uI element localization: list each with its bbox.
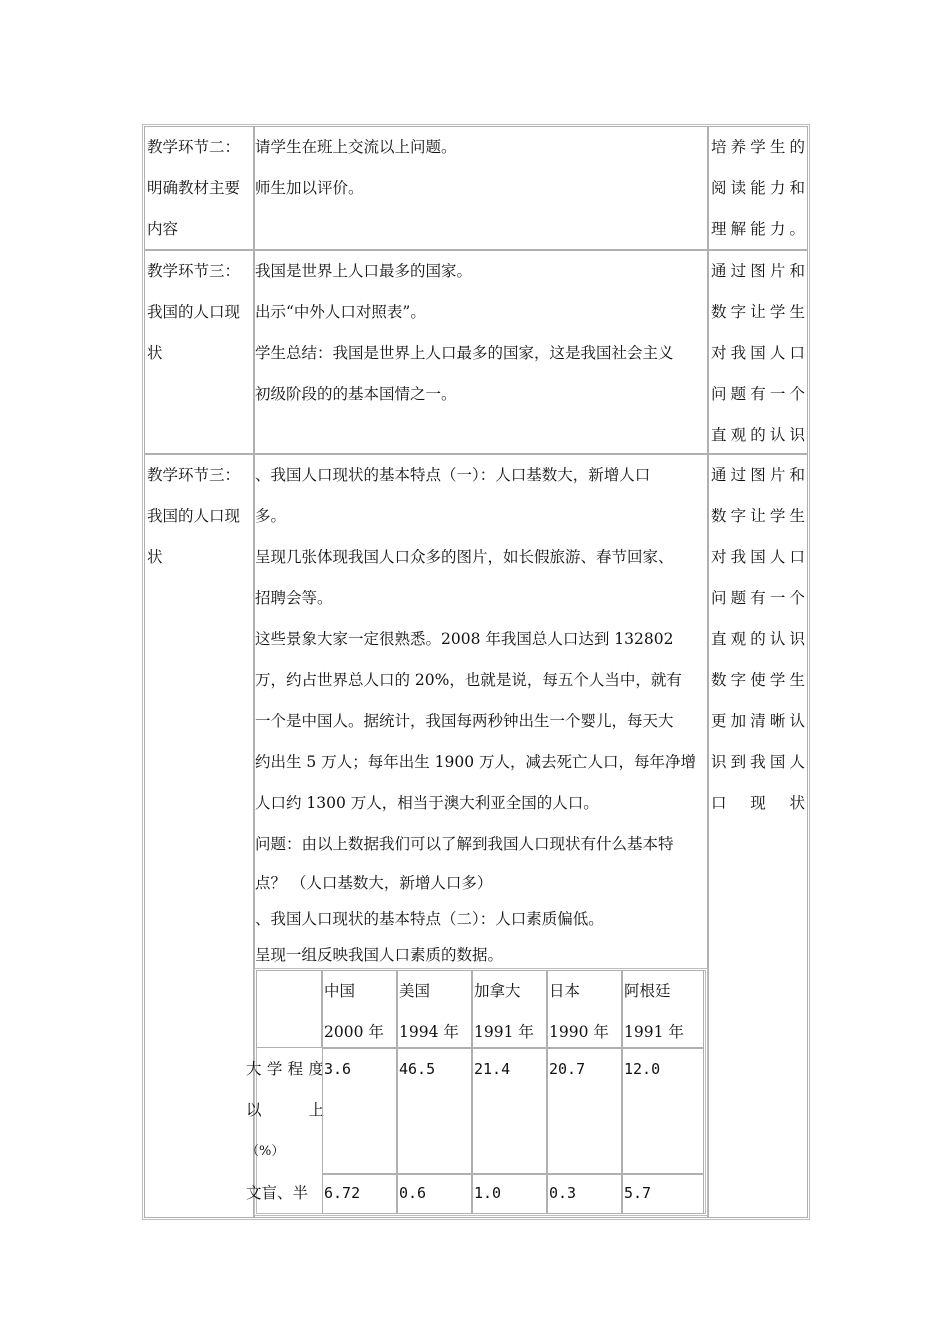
content-line: 点？ （人口基数大，新增人口多） bbox=[255, 874, 493, 892]
stage-line: 教学环节二： bbox=[147, 138, 241, 156]
stage-line: 我国的人口现 bbox=[147, 507, 241, 525]
content-line: 出示“中外人口对照表”。 bbox=[255, 303, 426, 321]
table-cell: 46.5 bbox=[397, 1048, 472, 1174]
stage-cell bbox=[144, 250, 254, 454]
content-line: 这些景象大家一定很熟悉。2008 年我国总人口达到 132802 bbox=[255, 630, 674, 648]
row-label-line: 以 上 bbox=[246, 1101, 324, 1119]
content-line: 我国是世界上人口最多的国家。 bbox=[255, 262, 473, 280]
content-line: 学生总结：我国是世界上人口最多的国家，这是我国社会主义 bbox=[255, 344, 674, 362]
stage-line: 内容 bbox=[147, 220, 179, 238]
content-line: 初级阶段的的基本国情之一。 bbox=[255, 385, 457, 403]
content-line: 师生加以评价。 bbox=[255, 179, 364, 197]
table-cell: 3.6 bbox=[322, 1048, 397, 1174]
table-header-cell bbox=[547, 970, 622, 1048]
country-name: 加拿大 bbox=[474, 982, 521, 1000]
content-line: 、我国人口现状的基本特点（二）：人口素质偏低。 bbox=[255, 910, 604, 928]
survey-year: 1990 年 bbox=[549, 1023, 609, 1041]
stage-line: 教学环节三： bbox=[147, 466, 241, 484]
stage-line: 状 bbox=[147, 548, 163, 566]
content-cell bbox=[254, 250, 708, 454]
table-row-label bbox=[246, 1048, 324, 1174]
content-line: 问题：由以上数据我们可以了解到我国人口现状有什么基本特 bbox=[255, 835, 674, 853]
table-cell: 5.7 bbox=[622, 1174, 704, 1214]
table-cell: 12.0 bbox=[622, 1048, 704, 1174]
country-name: 美国 bbox=[399, 982, 431, 1000]
table-corner-cell bbox=[256, 970, 322, 1048]
content-line: 、我国人口现状的基本特点（一）：人口基数大，新增人口 bbox=[255, 466, 651, 484]
content-line: 呈现几张体现我国人口众多的图片，如长假旅游、春节回家、 bbox=[255, 548, 674, 566]
purpose-line: 数字使学生 bbox=[711, 671, 805, 689]
table-header-cell bbox=[472, 970, 547, 1048]
row-label-line: 大学程度 bbox=[246, 1060, 324, 1078]
stage-line: 我国的人口现 bbox=[147, 303, 241, 321]
content-line: 多。 bbox=[255, 507, 287, 525]
content-line: 请学生在班上交流以上问题。 bbox=[255, 138, 457, 156]
table-header-cell bbox=[322, 970, 397, 1048]
purpose-line: 更加清晰认 bbox=[711, 712, 805, 730]
purpose-line: 直观的认识 bbox=[711, 630, 805, 648]
content-cell bbox=[254, 126, 708, 250]
survey-year: 1991 年 bbox=[624, 1023, 684, 1041]
survey-year: 1991 年 bbox=[474, 1023, 534, 1041]
survey-year: 1994 年 bbox=[399, 1023, 459, 1041]
content-line: 万，约占世界总人口的 20%，也就是说，每五个人当中，就有 bbox=[255, 671, 682, 689]
table-cell: 0.6 bbox=[397, 1174, 472, 1214]
purpose-line: 识到我国人 bbox=[711, 753, 805, 771]
purpose-line: 问题有一个 bbox=[711, 385, 805, 403]
purpose-line: 通过图片和 bbox=[711, 262, 805, 280]
table-cell: 1.0 bbox=[472, 1174, 547, 1214]
content-line: 一个是中国人。据统计，我国每两秒钟出生一个婴儿，每天大 bbox=[255, 712, 674, 730]
purpose-cell bbox=[708, 126, 808, 250]
content-line: 约出生 5 万人；每年出生 1900 万人，减去死亡人口，每年净增 bbox=[255, 753, 697, 771]
row-label-line: （%） bbox=[246, 1144, 285, 1159]
purpose-line: 口现状 bbox=[711, 794, 805, 812]
table-cell: 6.72 bbox=[322, 1174, 397, 1214]
survey-year: 2000 年 bbox=[324, 1023, 384, 1041]
stage-line: 教学环节三： bbox=[147, 262, 241, 280]
content-line: 呈现一组反映我国人口素质的数据。 bbox=[255, 946, 504, 964]
table-row-label bbox=[246, 1174, 322, 1214]
stage-cell bbox=[144, 126, 254, 250]
purpose-line: 数字让学生 bbox=[711, 507, 805, 525]
country-name: 中国 bbox=[324, 982, 356, 1000]
purpose-line: 数字让学生 bbox=[711, 303, 805, 321]
purpose-line: 理解能力。 bbox=[711, 220, 805, 238]
purpose-line: 通过图片和 bbox=[711, 466, 805, 484]
row-label-line: 文盲、半 bbox=[246, 1184, 309, 1202]
table-header-cell bbox=[397, 970, 472, 1048]
stage-line: 明确教材主要 bbox=[147, 179, 241, 197]
content-line: 人口约 1300 万人，相当于澳大利亚全国的人口。 bbox=[255, 794, 599, 812]
stage-cell bbox=[144, 454, 254, 1218]
country-name: 日本 bbox=[549, 982, 581, 1000]
table-header-cell bbox=[622, 970, 704, 1048]
purpose-cell bbox=[708, 454, 808, 1218]
country-name: 阿根廷 bbox=[624, 982, 671, 1000]
table-cell: 0.3 bbox=[547, 1174, 622, 1214]
purpose-line: 对我国人口 bbox=[711, 344, 805, 362]
table-cell: 21.4 bbox=[472, 1048, 547, 1174]
content-line: 招聘会等。 bbox=[255, 589, 333, 607]
purpose-line: 直观的认识 bbox=[711, 426, 805, 444]
purpose-cell bbox=[708, 250, 808, 454]
purpose-line: 问题有一个 bbox=[711, 589, 805, 607]
purpose-line: 培养学生的 bbox=[711, 138, 805, 156]
stage-line: 状 bbox=[147, 344, 163, 362]
table-cell: 20.7 bbox=[547, 1048, 622, 1174]
purpose-line: 对我国人口 bbox=[711, 548, 805, 566]
purpose-line: 阅读能力和 bbox=[711, 179, 805, 197]
